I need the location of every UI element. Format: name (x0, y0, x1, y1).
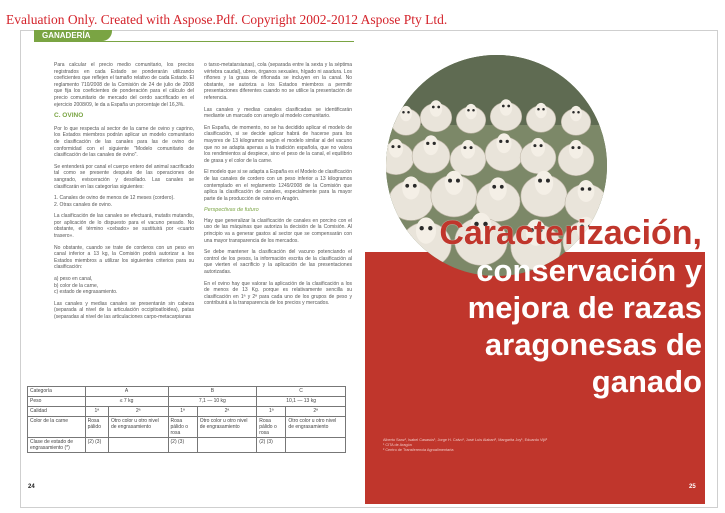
sheep-eye (581, 187, 585, 191)
table-cell: 7,1 — 10 kg (168, 397, 257, 407)
sheep-head (489, 177, 507, 200)
section-heading-perspectivas: Perspectivas de futuro (204, 207, 259, 214)
sheep-eye (413, 184, 417, 188)
paragraph: Por lo que respecta al sector de la carne de ovino y caprino, los Estados miembros podrán aplicar un modelo comunitario de clasificación de las canales para las de ovino de conformidad con el siguiente "Modelo comunitario de clasificación de las canales de ovino". (54, 125, 194, 159)
table-cell: 2ª (197, 407, 257, 417)
sheep-eye (500, 185, 504, 189)
sheep-head (496, 133, 511, 153)
sheep-eye (470, 146, 473, 149)
evaluation-watermark: Evaluation Only. Created with Aspose.Pdf. Copyright 2002-2012 Aspose Pty Ltd. (6, 12, 448, 27)
sheep-head (569, 140, 583, 159)
table-cell (197, 438, 257, 453)
table-cell: 2ª (108, 407, 168, 417)
table-cell: ≤ 7 kg (85, 397, 168, 407)
table-cell: 1ª (85, 407, 108, 417)
list-item: b) color de la carne, (54, 282, 99, 289)
table-cell: Rosa pálido o rosa (168, 417, 197, 438)
sheep-head (389, 139, 403, 158)
text-column-2 (204, 62, 352, 312)
sheep-head (535, 103, 547, 118)
sheep-eye (588, 187, 592, 191)
table-cell: (2) (3) (85, 438, 108, 453)
article-title (372, 215, 702, 400)
sheep-eye (437, 106, 440, 109)
table-row (28, 417, 346, 438)
table-cell: Color de la carne (28, 417, 86, 438)
title-line: mejora de razas (467, 290, 702, 325)
sheep-eye (506, 140, 509, 143)
table-cell: (2) (3) (168, 438, 197, 453)
title-line: Caracterización, (439, 214, 702, 252)
section-tab: GANADERÍA (34, 30, 112, 41)
paragraph: En el ovino hay que valorar la aplicación de la clasificación a los de menos de 13 Kg. porque es relativamente sencilla su clasificación en 1ª y 2ª para cada uno de los grupos de peso y contribuirá a la transparencia de los precios y mercados. (204, 280, 352, 307)
table-cell: C (257, 387, 346, 397)
paragraph: Se entenderá por canal el cuerpo entero del animal sacrificado tal como se presente después de las operaciones de sangrado, evisceración y desollado. Las canales se clasificarán en las categorías siguientes: (54, 163, 194, 190)
table-cell (108, 438, 168, 453)
sheep-eye (572, 111, 575, 114)
title-line: ganado (591, 364, 702, 399)
sheep-eye (540, 144, 543, 147)
title-line: aragonesas de (484, 327, 702, 362)
sheep-eye (426, 142, 429, 145)
sheep-eye (577, 111, 580, 114)
sheep-eye (571, 146, 574, 149)
sheep-eye (507, 105, 510, 108)
page-number-left: 24 (28, 484, 35, 490)
paragraph: Para calcular el precio medio comunitario, los precios registrados en cada Estado se ponderarán utilizando coeficientes que reflejen el tamaño relativo de cada Estado. El reglamento 710/2008 de la Comisión de 24 de julio de 2008 que fija los coeficientes de ponderación para el cálculo del precio comunitario de mercado del cerdo sacrificado en el ejercicio 2008/09, le da a España un porcentaje del 16,3%. (54, 62, 194, 108)
paragraph: La clasificación de las canales se efectuará, mutatis mutandis, por aplicación de lo dispuesto para el vacuno pesado. No obstante, el término «cebado» se sustituirá por «cuarto trasero». (54, 213, 194, 240)
sheep-eye (578, 146, 581, 149)
sheep-eye (398, 145, 401, 148)
sheep-eye (448, 179, 452, 183)
table-cell: Otro color u otro nivel de engrasamiento (108, 417, 168, 438)
table-cell: Calidad (28, 407, 86, 417)
table-cell: 2ª (286, 407, 346, 417)
table-cell: B (168, 387, 257, 397)
sheep-eye (499, 140, 502, 143)
table-row (28, 387, 346, 397)
sheep-head (570, 106, 582, 121)
text-column-1 (54, 62, 194, 326)
sheep-head (531, 138, 545, 157)
page-number-right: 25 (689, 484, 696, 490)
table-cell (286, 438, 346, 453)
paragraph: Las canales y medias canales clasificadas se identificarán mediante un marcado con arreglo al modelo comunitario. (204, 106, 352, 120)
authors: Alberto Sanz¹, Isabel Casasús¹, Jorge H. Calvo¹, José Luis Alabart¹, Margarita Joy¹, Eduardo Vijil² (383, 438, 548, 442)
table-cell: Clase de estado de engrasamiento (*) (28, 438, 86, 453)
title-line: conservación y (476, 253, 702, 288)
paragraph: El modelo que si se adapta a España es el Modelo de clasificación de las canales de cordero con un peso inferior a 13 kilogramos contemplado en el reglamento 1249/2008 de la Comisión que aplica la clasificación de canales, especialmente para la mayor parte de la producción de ovino en Aragón. (204, 169, 352, 202)
sheep-eye (546, 179, 550, 183)
sheep-eye (456, 179, 460, 183)
sheep-head (500, 99, 513, 116)
sheep-head (400, 106, 412, 121)
affiliation: ² Centro de Transferencia Agroalimentaria (383, 448, 454, 452)
sheep-eye (402, 111, 405, 114)
section-heading-ovino: C. OVINO (54, 112, 84, 120)
table-cell: 10,1 — 13 kg (257, 397, 346, 407)
paragraph: En España, de momento, no se ha decidido aplicar el modelo de clasificación, si se decide aplicar habrá de hacerse para los mayores de 13 kilogramos según el modelo similar al del vacuno que no se adapta apenas a la tradición española, que no valora los rendimientos al despiece, sino el peso de la canal, el equilibrio de grasa y el color de la carne. (204, 124, 352, 164)
sheep-eye (542, 108, 545, 111)
sheep-head (430, 100, 443, 117)
paragraph: Las canales y medias canales se presentarán sin cabeza (separada al nivel de la articulación occipitoatloidea), patas (separadas al nivel de las articulaciones carpo-metacarpianas (54, 300, 194, 320)
table-cell: (2) (3) (257, 438, 286, 453)
table-row (28, 438, 346, 453)
table-cell: Categoría (28, 387, 86, 397)
sheep-eye (463, 146, 466, 149)
sheep-eye (492, 185, 496, 189)
affiliation: ¹ CITA de Aragón (383, 443, 412, 447)
sheep-head (423, 135, 438, 155)
sheep-eye (391, 145, 394, 148)
sheep-eye (537, 108, 540, 111)
list-item: 2. Otras canales de ovino. (54, 201, 113, 208)
list-item: c) estado de engrasamiento. (54, 289, 118, 296)
list-item: a) peso en canal, (54, 276, 93, 283)
sheep-eye (432, 106, 435, 109)
table-cell: Otro color u otro nivel de engrasamiento (197, 417, 257, 438)
paragraph: Se debe mantener la clasificación del vacuno potenciando el control de los pesos, la información escrita de la clasificación al que vierten el sacrificio y la aplicación de las presentaciones autorizadas. (204, 249, 352, 276)
sheep-head (465, 104, 477, 119)
sheep-eye (533, 144, 536, 147)
sheep-eye (433, 142, 436, 145)
sheep-head (461, 140, 475, 159)
sheep-eye (407, 111, 410, 114)
table-cell: Rosa pálido (85, 417, 108, 438)
sheep-head (535, 171, 553, 195)
classification-table (27, 386, 346, 453)
table-cell: A (85, 387, 168, 397)
sheep-eye (472, 109, 475, 112)
table-cell: 1ª (257, 407, 286, 417)
table-row (28, 407, 346, 417)
table-cell: Peso (28, 397, 86, 407)
sheep-eye (405, 184, 409, 188)
author-credits (383, 438, 547, 453)
paragraph: No obstante, cuando se trate de corderos con un peso en canal inferior a 13 kg, la Comisión podrá autorizar a los Estados miembros a utilizar los siguientes criterios para su clasificación: (54, 244, 194, 271)
sheep-head (402, 176, 420, 199)
sheep-head (445, 171, 463, 195)
sheep-eye (502, 105, 505, 108)
table-cell: Otro color u otro nivel de engrasamiento (286, 417, 346, 438)
table-cell: 1ª (168, 407, 197, 417)
sheep-eye (538, 179, 542, 183)
paragraph: o tarso-metatarsianas), cola (separada entre la sexta y la séptima vértebra caudal), ubres, órganos sexuales, hígado ni asadura. Los riñones y la grasa de riñonada se incluyen en la canal. No obstante, se autoriza a los Estados miembros a permitir presentaciones diferentes cuando no se utilice la presentación de referencia. (204, 62, 352, 101)
list-item: 1. Canales de ovino de menos de 12 meses (cordero). (54, 195, 175, 202)
table-row (28, 397, 346, 407)
sheep-head (578, 180, 595, 202)
paragraph: Hay que generalizar la clasificación de canales en porcino con el uso de las máquinas que autoriza la decisión de la Comisión. Al principio va a generar gastos al sector que se compensarán con una mayor transparencia de los mercados. (204, 217, 352, 244)
table-cell: Rosa pálido o rosa (257, 417, 286, 438)
sheep-eye (467, 109, 470, 112)
section-rule (34, 41, 354, 42)
